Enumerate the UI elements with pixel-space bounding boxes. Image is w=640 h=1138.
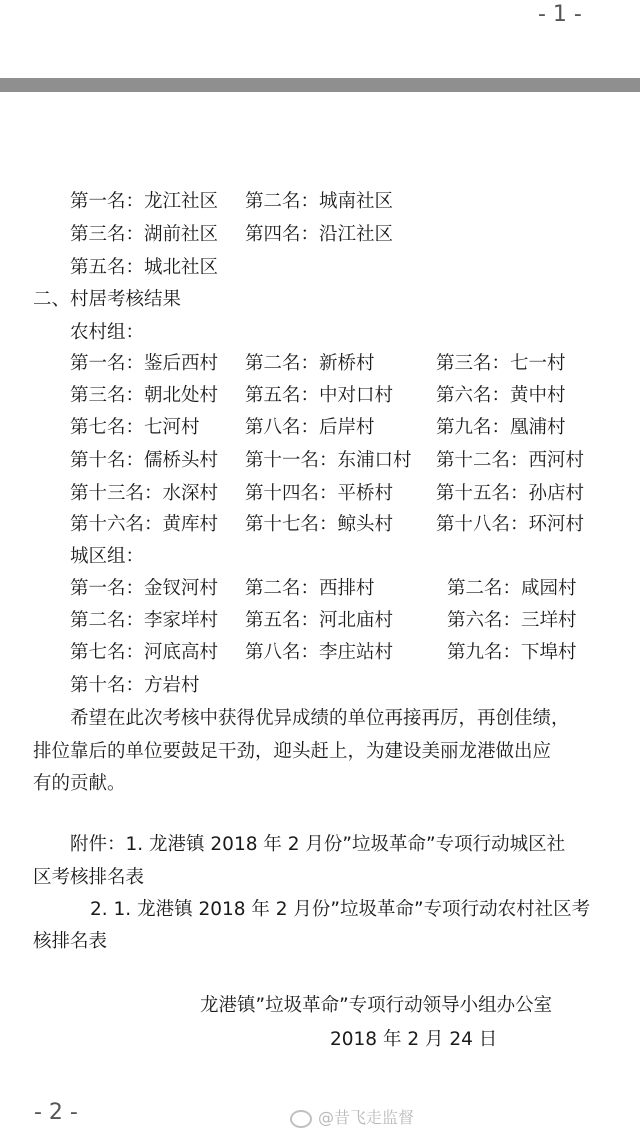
attachment-line: 2. 1. 龙港镇 2018 年 2 月份”垃圾革命”专项行动农村社区考	[90, 899, 591, 920]
city-rank: 第二名：西排村	[245, 578, 375, 599]
rural-rank: 第十一名：东浦口村	[245, 450, 412, 471]
urban-rank-2: 第二名：城南社区	[245, 191, 394, 212]
urban-rank-5: 第五名：城北社区	[70, 257, 219, 278]
rural-rank: 第三名：朝北处村	[70, 385, 219, 406]
city-rank: 第九名：下埠村	[447, 642, 577, 663]
attachment-line: 区考核排名表	[33, 867, 145, 888]
city-rank: 第二名：咸园村	[447, 578, 577, 599]
rural-rank: 第十八名：环河村	[436, 514, 585, 535]
rural-rank: 第十二名：西河村	[436, 450, 585, 471]
city-group-label: 城区组：	[70, 546, 145, 567]
city-rank: 第十名：方岩村	[70, 675, 200, 696]
city-rank: 第二名：李家垟村	[70, 610, 219, 631]
page-number-top: - 1 -	[538, 2, 582, 27]
rural-rank: 第五名：中对口村	[245, 385, 394, 406]
rural-rank: 第一名：鉴后西村	[70, 353, 219, 374]
rural-rank: 第十三名：水深村	[70, 483, 219, 504]
watermark-text: @昔飞走监督	[318, 1108, 415, 1127]
urban-rank-1: 第一名：龙江社区	[70, 191, 219, 212]
attachment-line: 核排名表	[33, 931, 108, 952]
city-rank: 第六名：三垟村	[447, 610, 577, 631]
rural-rank: 第三名：七一村	[436, 353, 566, 374]
city-rank: 第五名：河北庙村	[245, 610, 394, 631]
rural-rank: 第二名：新桥村	[245, 353, 375, 374]
rural-rank: 第九名：凰浦村	[436, 417, 566, 438]
urban-rank-4: 第四名：沿江社区	[245, 224, 394, 245]
rural-rank: 第十六名：黄库村	[70, 514, 219, 535]
watermark	[290, 1105, 414, 1128]
weibo-icon	[290, 1110, 312, 1128]
closing-line: 有的贡献。	[33, 773, 126, 794]
attachment-line: 附件：1. 龙港镇 2018 年 2 月份”垃圾革命”专项行动城区社	[70, 834, 566, 855]
issue-date: 2018 年 2 月 24 日	[330, 1029, 498, 1050]
section-heading: 二、村居考核结果	[33, 289, 182, 310]
rural-rank: 第十七名：鲸头村	[245, 514, 394, 535]
rural-group-label: 农村组：	[70, 322, 145, 343]
rural-rank: 第十名：儒桥头村	[70, 450, 219, 471]
page-divider	[0, 78, 640, 92]
issuing-office: 龙港镇”垃圾革命”专项行动领导小组办公室	[200, 995, 553, 1016]
urban-rank-3: 第三名：湖前社区	[70, 224, 219, 245]
rural-rank: 第七名：七河村	[70, 417, 200, 438]
rural-rank: 第六名：黄中村	[436, 385, 566, 406]
rural-rank: 第十四名：平桥村	[245, 483, 394, 504]
city-rank: 第一名：金钗河村	[70, 578, 219, 599]
city-rank: 第八名：李庄站村	[245, 642, 394, 663]
page-number-bottom: - 2 -	[34, 1100, 78, 1125]
city-rank: 第七名：河底高村	[70, 642, 219, 663]
closing-line: 排位靠后的单位要鼓足干劲，迎头赶上，为建设美丽龙港做出应	[33, 741, 552, 762]
rural-rank: 第八名：后岸村	[245, 417, 375, 438]
closing-line: 希望在此次考核中获得优异成绩的单位再接再厉，再创佳绩，	[70, 708, 570, 729]
rural-rank: 第十五名：孙店村	[436, 483, 585, 504]
